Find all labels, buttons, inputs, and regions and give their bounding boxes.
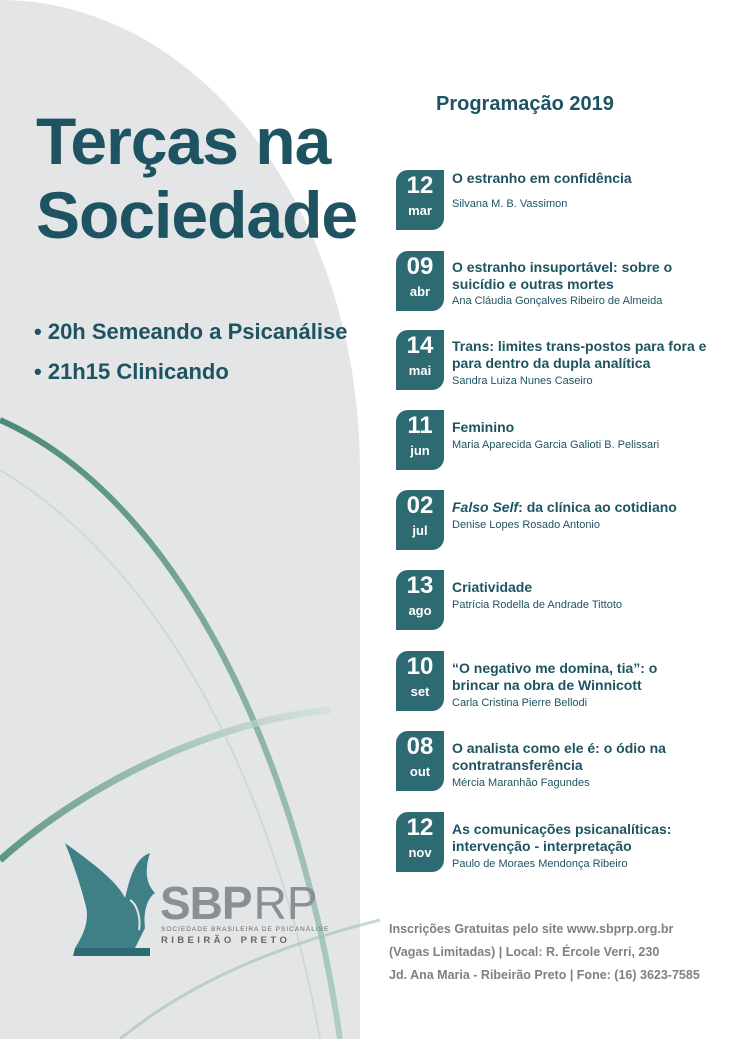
program-title: Programação 2019 [436,93,614,115]
event-item [396,570,716,632]
event-item [396,651,716,713]
event-month: abr [409,284,431,299]
main-title-line2: Sociedade [36,178,358,252]
date-badge [396,570,444,630]
event-title-rest: : da clínica ao cotidiano [518,499,677,515]
event-day: 10 [406,653,434,680]
event-speaker: Maria Aparecida Garcia Galioti B. Pelissari [452,439,660,451]
logo-subtitle-2: RIBEIRÃO PRETO [161,935,291,946]
logo-subtitle-1: SOCIEDADE BRASILEIRA DE PSICANÁLISE [161,926,330,933]
event-day: 08 [406,733,434,760]
event-day: 13 [406,572,434,599]
main-title [36,104,357,252]
event-speaker: Denise Lopes Rosado Antonio [452,519,600,531]
event-title-italic: Falso Self [452,499,519,515]
date-badge [396,490,444,550]
event-speaker: Mércia Maranhão Fagundes [452,777,590,789]
event-item [396,251,716,313]
event-title: Feminino [452,419,515,435]
logo-wordmark [160,876,318,930]
event-day: 14 [406,332,434,359]
footer-line: (Vagas Limitadas) | Local: R. Ércole Verri, 230 [389,945,660,959]
event-speaker: Ana Cláudia Gonçalves Ribeiro de Almeida [452,295,663,307]
logo-sbp: SBP [160,877,252,929]
footer-line: Jd. Ana Maria - Ribeirão Preto | Fone: (16) 3623-7585 [389,968,700,982]
date-badge [396,170,444,230]
event-day: 12 [406,172,434,199]
date-badge [396,651,444,711]
date-badge [396,251,444,311]
event-month: nov [408,845,432,860]
schedule-item: • 21h15 Clinicando [34,352,347,392]
event-title: “O negativo me domina, tia”: o brincar na obra de Winnicott [452,660,658,693]
event-day: 02 [406,492,434,519]
footer-info [389,918,700,987]
event-speaker: Silvana M. B. Vassimon [452,198,568,210]
event-title: As comunicações psicanalíticas: intervenção - interpretação [452,821,672,854]
event-month: set [410,684,430,699]
event-speaker: Carla Cristina Pierre Bellodi [452,697,588,709]
event-day: 12 [406,814,434,841]
event-title: O estranho insuportável: sobre o suicídio e outras mortes [452,259,673,292]
date-badge [396,410,444,470]
event-speaker: Paulo de Moraes Mendonça Ribeiro [452,858,628,870]
date-badge [396,731,444,791]
event-item [396,330,716,392]
event-item [396,731,716,793]
logo-rp: RP [253,877,318,929]
event-title [452,499,722,516]
event-month: jun [410,443,430,458]
event-month: ago [408,603,432,618]
event-item [396,410,716,472]
event-title: O analista como ele é: o ódio na contratransferência [452,740,666,773]
date-badge [396,330,444,390]
event-speaker: Sandra Luiza Nunes Caseiro [452,375,593,387]
event-day: 09 [406,253,434,280]
event-month: jul [412,523,428,538]
event-day: 11 [407,412,433,439]
event-month: mar [408,203,432,218]
schedule-list [34,312,347,392]
event-month: out [409,764,431,779]
event-title: O estranho em confidência [452,170,632,186]
event-speaker: Patrícia Rodella de Andrade Tittoto [452,599,622,611]
date-badge [396,812,444,872]
event-title: Trans: limites trans-postos para fora e para dentro da dupla analítica [452,338,707,371]
main-title-line1: Terças na [36,104,331,178]
event-item [396,170,716,232]
event-title: Criatividade [452,579,533,595]
event-item [396,812,716,874]
footer-line: Inscrições Gratuitas pelo site www.sbprp.org.br [389,922,674,936]
event-item [396,490,716,552]
schedule-item: • 20h Semeando a Psicanálise [34,312,347,352]
event-month: mai [408,363,432,378]
